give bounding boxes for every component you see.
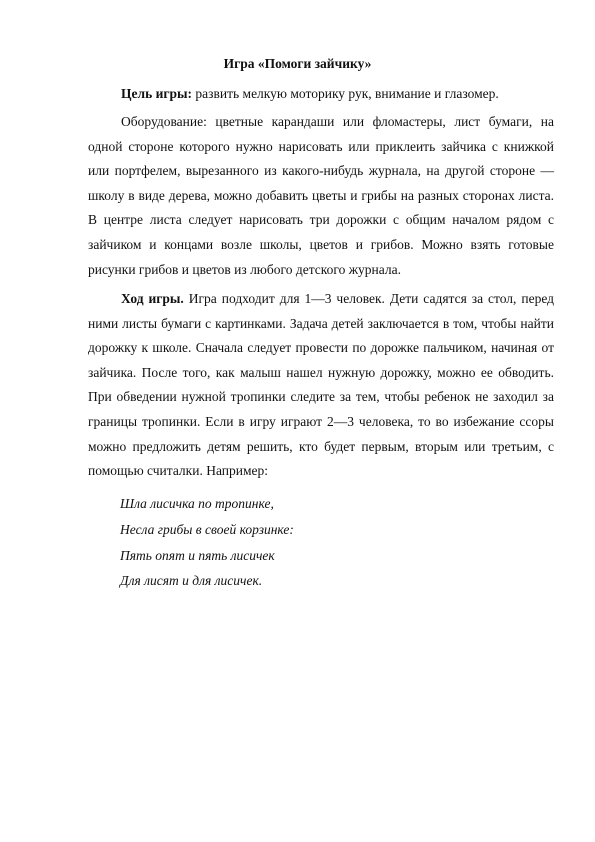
procedure-text: Игра подходит для 1—3 человек. Дети садятся за стол, перед ними листы бумаги с картинками. Задача детей заключается в том, чтобы найти дорожку к школе. Сначала следует провести по дорожке пальчиком, начиная от зайчика. После того, как малыш нашел нужную дорожку, можно ее обводить. При обведении нужной тропинки следите за тем, чтобы ребенок не заходил за границы тропинки. Если в игру играют 2—3 человека, то во избежание ссоры можно предложить детям решить, кто будет первым, вторым или третьим, с помощью считалки. Например: (88, 291, 555, 479)
equipment-text: Оборудование: цветные карандаши или фломастеры, лист бумаги, на одной стороне которого нужно нарисовать или приклеить зайчика с книжкой или портфелем, вырезанного из какого-нибудь журнала, на другой стороне — школу в виде дерева, можно добавить цветы и грибы на разных сторонах листа. В центре листа следует нарисовать три дорожки с общим началом рядом с зайчиком и концами возле школы, цветов и грибов. Можно взять готовые рисунки грибов и цветов из любого детского журнала. (88, 114, 554, 277)
poem-line: Пять опят и пять лисичек (120, 547, 275, 563)
goal-label: Цель игры: (121, 86, 193, 101)
poem (120, 491, 294, 594)
poem-line: Шла лисичка по тропинке, (120, 496, 274, 511)
poem-line: Несла грибы в своей корзинке: (120, 521, 294, 537)
equipment-paragraph (88, 110, 554, 282)
goal-paragraph (88, 82, 554, 107)
procedure-paragraph (88, 287, 554, 484)
goal-text: развить мелкую моторику рук, внимание и глазомер. (192, 86, 499, 101)
document-title: Игра «Помоги зайчику» (223, 56, 372, 71)
procedure-label: Ход игры. (121, 291, 184, 306)
poem-line: Для лисят и для лисичек. (120, 573, 263, 589)
